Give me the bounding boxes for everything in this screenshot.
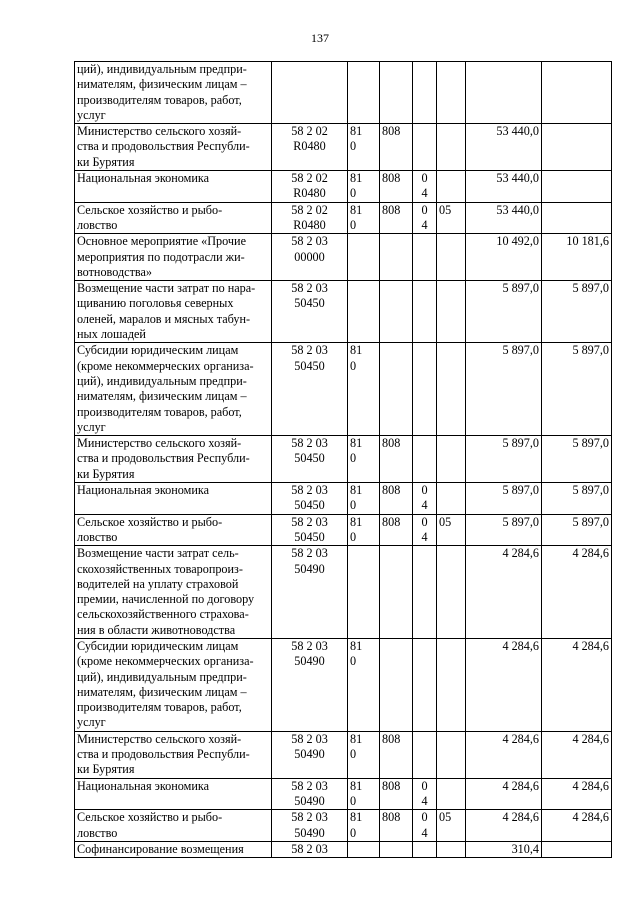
cell-amount-1: 4 284,6 [466, 778, 542, 810]
cell-name: Министерство сельского хозяй- ства и продовольствия Республи- ки Бурятия [75, 731, 272, 778]
cell-target-code: 58 2 03 50450 [272, 343, 348, 436]
cell-expense-type: 81 0 [348, 638, 380, 731]
cell-amount-2: 4 284,6 [542, 731, 612, 778]
table-row [75, 234, 612, 281]
cell-ministry-code: 808 [380, 171, 413, 203]
cell-amount-2: 10 181,6 [542, 234, 612, 281]
cell-subsection [437, 234, 466, 281]
cell-target-code: 58 2 03 50450 [272, 281, 348, 343]
cell-name: Основное мероприятие «Прочие мероприятия по подотрасли жи- вотноводства» [75, 234, 272, 281]
cell-expense-type: 81 0 [348, 731, 380, 778]
table-row [75, 841, 612, 857]
cell-expense-type [348, 62, 380, 124]
cell-ministry-code: 808 [380, 202, 413, 234]
cell-subsection [437, 546, 466, 639]
cell-name: Министерство сельского хозяй- ства и продовольствия Республи- ки Бурятия [75, 436, 272, 483]
cell-subsection [437, 841, 466, 857]
cell-name: Софинансирование возмещения [75, 841, 272, 857]
table-row [75, 546, 612, 639]
table-row [75, 436, 612, 483]
cell-amount-1: 10 492,0 [466, 234, 542, 281]
cell-section: 0 4 [413, 778, 437, 810]
table-row [75, 171, 612, 203]
cell-subsection: 05 [437, 202, 466, 234]
cell-ministry-code [380, 343, 413, 436]
cell-ministry-code [380, 841, 413, 857]
cell-amount-2: 5 897,0 [542, 343, 612, 436]
cell-section [413, 62, 437, 124]
table-row [75, 731, 612, 778]
cell-subsection [437, 731, 466, 778]
cell-subsection [437, 124, 466, 171]
cell-target-code: 58 2 03 50490 [272, 778, 348, 810]
cell-section: 0 4 [413, 202, 437, 234]
cell-target-code: 58 2 02 R0480 [272, 124, 348, 171]
cell-ministry-code [380, 638, 413, 731]
cell-amount-1: 53 440,0 [466, 124, 542, 171]
cell-section [413, 234, 437, 281]
cell-ministry-code: 808 [380, 810, 413, 842]
cell-target-code [272, 62, 348, 124]
cell-section [413, 841, 437, 857]
cell-name: Сельское хозяйство и рыбо- ловство [75, 202, 272, 234]
cell-section [413, 638, 437, 731]
cell-subsection [437, 638, 466, 731]
table-row [75, 281, 612, 343]
cell-amount-2: 5 897,0 [542, 281, 612, 343]
cell-section [413, 436, 437, 483]
cell-subsection [437, 778, 466, 810]
cell-name: Возмещение части затрат сель- скохозяйственных товаропроиз- водителей на уплату страховой премии, начисленной по договору сельскохозяйственного страхова- ния в области животноводства [75, 546, 272, 639]
cell-ministry-code: 808 [380, 436, 413, 483]
cell-amount-1: 310,4 [466, 841, 542, 857]
cell-target-code: 58 2 03 50450 [272, 483, 348, 515]
cell-section: 0 4 [413, 514, 437, 546]
cell-expense-type: 81 0 [348, 810, 380, 842]
cell-ministry-code [380, 234, 413, 281]
cell-amount-2 [542, 841, 612, 857]
cell-section [413, 281, 437, 343]
cell-expense-type [348, 281, 380, 343]
cell-target-code: 58 2 03 50490 [272, 810, 348, 842]
cell-expense-type [348, 546, 380, 639]
cell-name: ций), индивидуальным предпри- нимателям, физическим лицам – производителям товаров, работ, услуг [75, 62, 272, 124]
cell-target-code: 58 2 03 50490 [272, 546, 348, 639]
cell-section: 0 4 [413, 810, 437, 842]
cell-name: Сельское хозяйство и рыбо- ловство [75, 810, 272, 842]
cell-amount-2 [542, 202, 612, 234]
cell-target-code: 58 2 03 50490 [272, 638, 348, 731]
cell-expense-type [348, 841, 380, 857]
cell-name: Субсидии юридическим лицам (кроме некоммерческих организа- ций), индивидуальным предпри- нимателям, физическим лицам – производителям товаров, работ, услуг [75, 638, 272, 731]
cell-amount-1: 53 440,0 [466, 171, 542, 203]
cell-amount-1 [466, 62, 542, 124]
cell-target-code: 58 2 03 50490 [272, 731, 348, 778]
table-row [75, 483, 612, 515]
table-row [75, 810, 612, 842]
cell-amount-2 [542, 171, 612, 203]
cell-amount-1: 4 284,6 [466, 731, 542, 778]
cell-ministry-code [380, 546, 413, 639]
cell-amount-1: 5 897,0 [466, 436, 542, 483]
cell-expense-type: 81 0 [348, 514, 380, 546]
table-row [75, 514, 612, 546]
cell-ministry-code: 808 [380, 731, 413, 778]
cell-amount-1: 4 284,6 [466, 638, 542, 731]
table-row [75, 343, 612, 436]
cell-subsection [437, 436, 466, 483]
cell-ministry-code: 808 [380, 778, 413, 810]
cell-expense-type: 81 0 [348, 436, 380, 483]
cell-ministry-code: 808 [380, 514, 413, 546]
cell-section: 0 4 [413, 483, 437, 515]
cell-amount-1: 53 440,0 [466, 202, 542, 234]
cell-subsection [437, 281, 466, 343]
table-row [75, 778, 612, 810]
cell-name: Субсидии юридическим лицам (кроме некоммерческих организа- ций), индивидуальным предпри- нимателям, физическим лицам – производителям товаров, работ, услуг [75, 343, 272, 436]
cell-amount-1: 5 897,0 [466, 483, 542, 515]
table-row [75, 124, 612, 171]
cell-ministry-code: 808 [380, 124, 413, 171]
cell-target-code: 58 2 03 [272, 841, 348, 857]
cell-amount-1: 4 284,6 [466, 810, 542, 842]
cell-expense-type: 81 0 [348, 171, 380, 203]
cell-expense-type: 81 0 [348, 202, 380, 234]
cell-subsection: 05 [437, 514, 466, 546]
cell-subsection [437, 483, 466, 515]
cell-name: Возмещение части затрат по нара- щиванию поголовья северных оленей, маралов и мясных табун- ных лошадей [75, 281, 272, 343]
cell-amount-2 [542, 124, 612, 171]
table-row [75, 202, 612, 234]
table-row [75, 62, 612, 124]
cell-target-code: 58 2 03 00000 [272, 234, 348, 281]
cell-section [413, 343, 437, 436]
cell-amount-2 [542, 62, 612, 124]
cell-name: Национальная экономика [75, 483, 272, 515]
cell-amount-2: 4 284,6 [542, 778, 612, 810]
cell-name: Национальная экономика [75, 171, 272, 203]
cell-subsection [437, 171, 466, 203]
cell-target-code: 58 2 03 50450 [272, 436, 348, 483]
page-number: 137 [311, 31, 329, 45]
cell-expense-type: 81 0 [348, 778, 380, 810]
cell-target-code: 58 2 02 R0480 [272, 202, 348, 234]
cell-amount-2: 4 284,6 [542, 638, 612, 731]
cell-section: 0 4 [413, 171, 437, 203]
cell-amount-2: 5 897,0 [542, 514, 612, 546]
cell-amount-1: 5 897,0 [466, 343, 542, 436]
cell-subsection: 05 [437, 810, 466, 842]
cell-amount-1: 4 284,6 [466, 546, 542, 639]
cell-expense-type: 81 0 [348, 124, 380, 171]
cell-amount-2: 5 897,0 [542, 436, 612, 483]
cell-subsection [437, 62, 466, 124]
cell-expense-type: 81 0 [348, 483, 380, 515]
table-body [75, 62, 612, 858]
cell-amount-1: 5 897,0 [466, 514, 542, 546]
cell-target-code: 58 2 02 R0480 [272, 171, 348, 203]
cell-section [413, 731, 437, 778]
cell-ministry-code [380, 62, 413, 124]
cell-name: Сельское хозяйство и рыбо- ловство [75, 514, 272, 546]
cell-amount-2: 4 284,6 [542, 810, 612, 842]
cell-amount-2: 5 897,0 [542, 483, 612, 515]
cell-target-code: 58 2 03 50450 [272, 514, 348, 546]
cell-ministry-code [380, 281, 413, 343]
cell-amount-2: 4 284,6 [542, 546, 612, 639]
cell-name: Министерство сельского хозяй- ства и продовольствия Республи- ки Бурятия [75, 124, 272, 171]
cell-subsection [437, 343, 466, 436]
cell-amount-1: 5 897,0 [466, 281, 542, 343]
table-row [75, 638, 612, 731]
budget-table [74, 61, 612, 858]
cell-expense-type [348, 234, 380, 281]
cell-expense-type: 81 0 [348, 343, 380, 436]
cell-section [413, 124, 437, 171]
cell-ministry-code: 808 [380, 483, 413, 515]
cell-name: Национальная экономика [75, 778, 272, 810]
cell-section [413, 546, 437, 639]
